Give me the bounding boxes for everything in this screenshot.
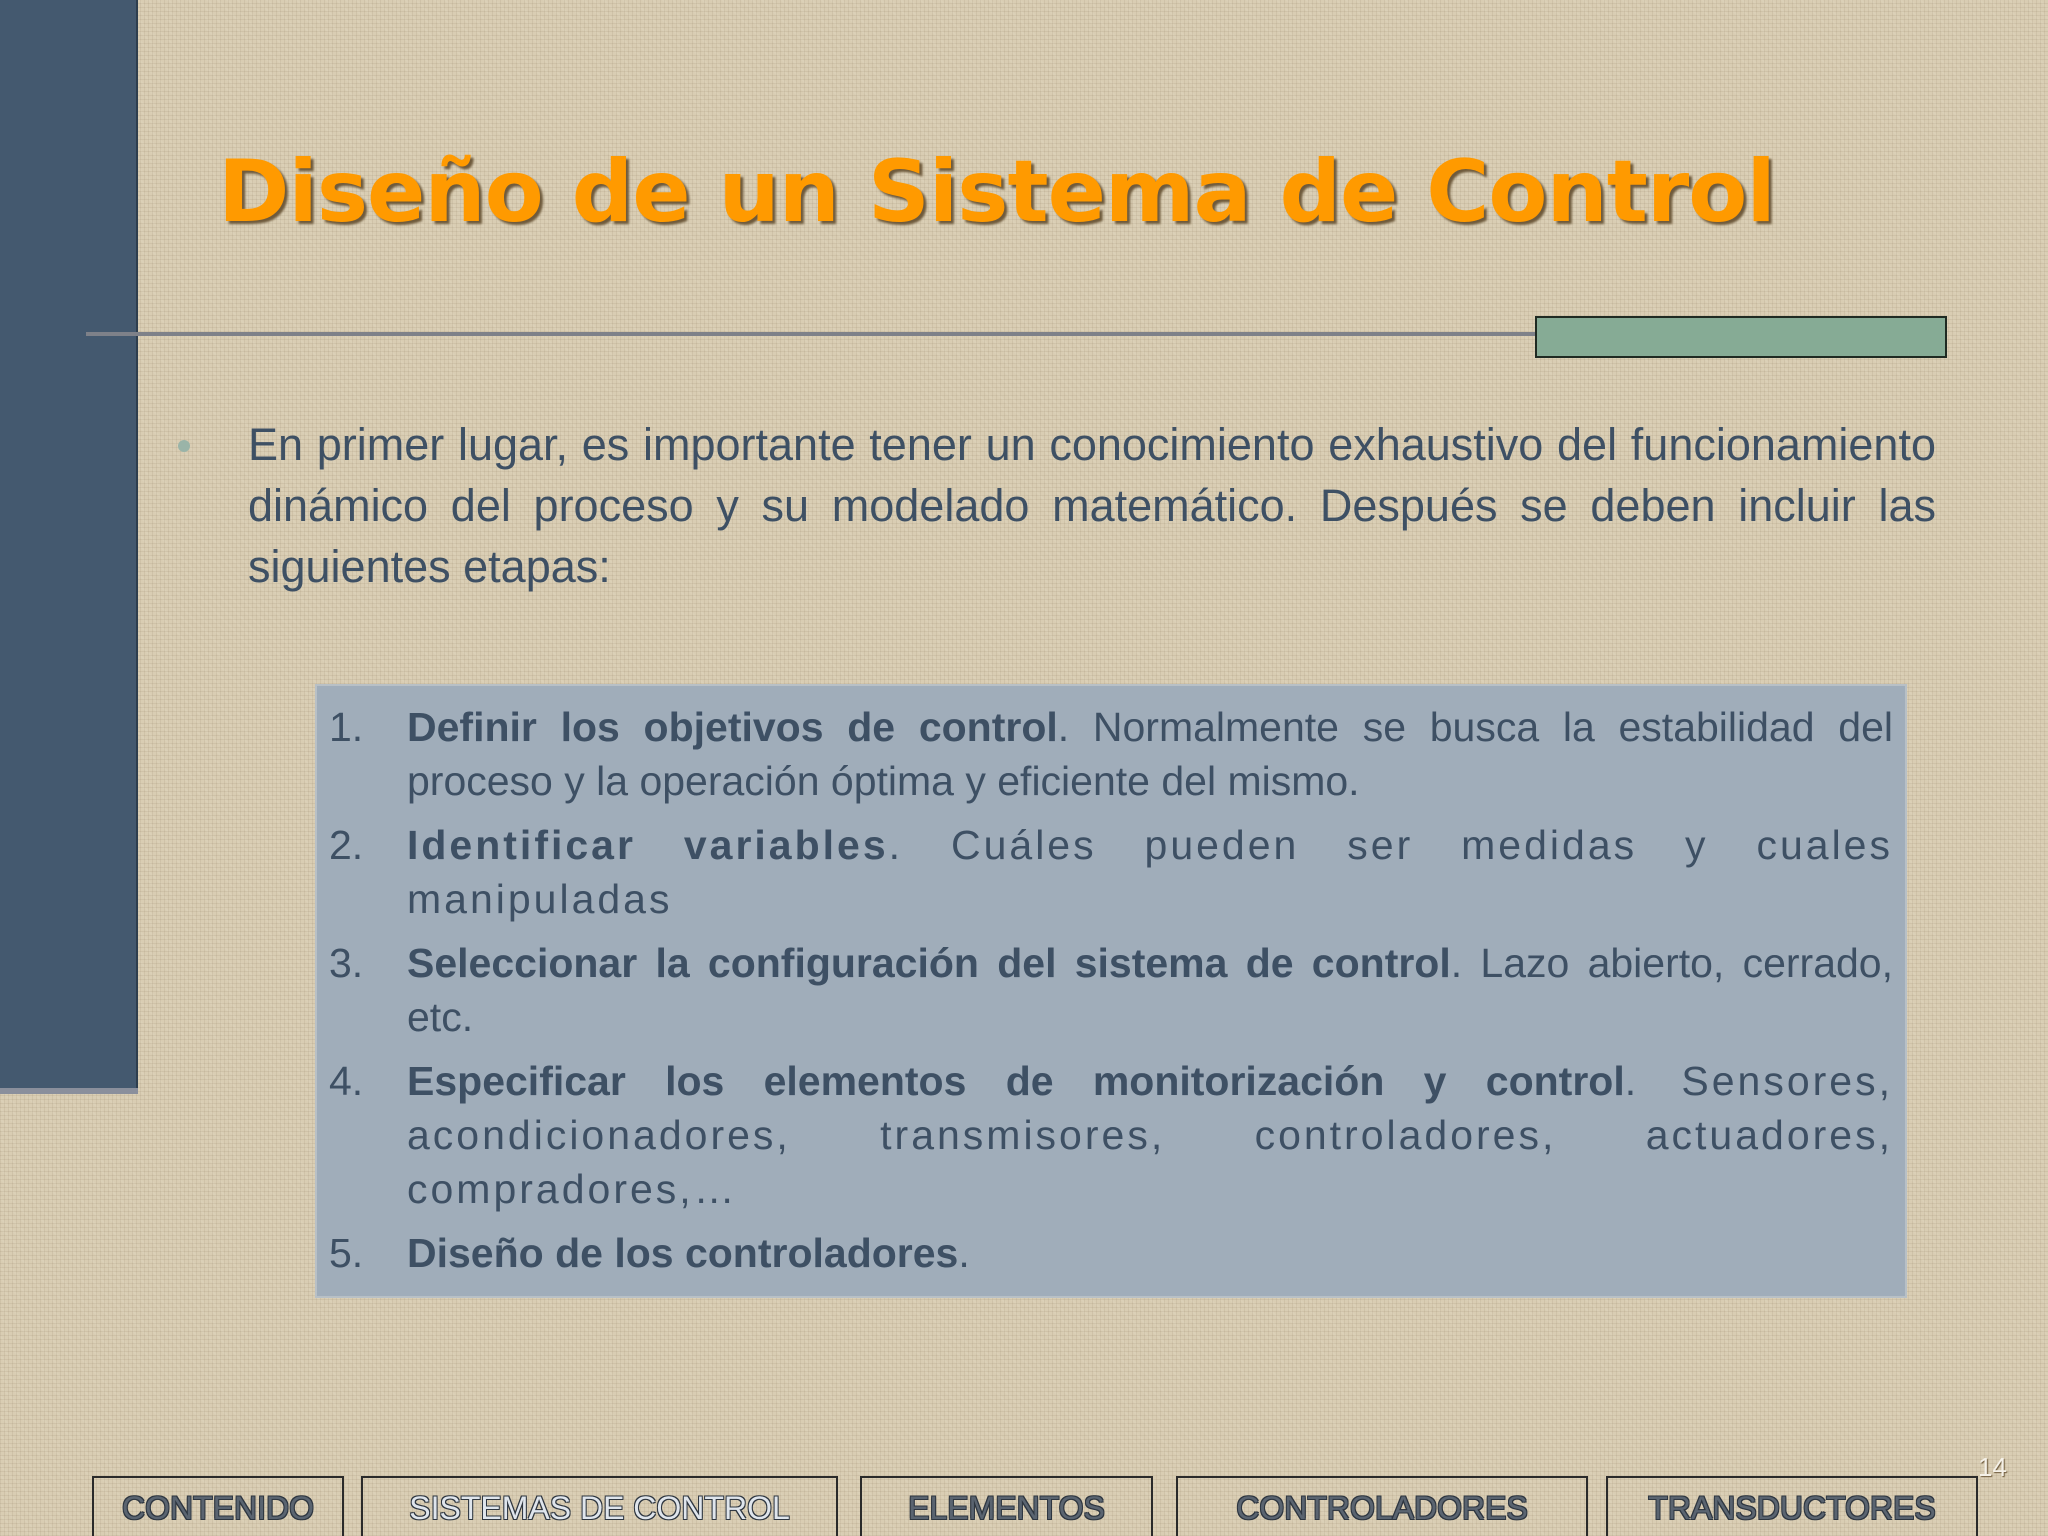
step-text: . Normalmente se busca la estabilidad del proceso y la operación óptima y eficiente del mismo. [407, 704, 1893, 804]
step-text: . [958, 1230, 970, 1276]
step-number: 3. [329, 940, 364, 986]
steps-panel [315, 684, 1907, 1298]
step-item [329, 818, 1893, 926]
intro-paragraph: En primer lugar, es importante tener un conocimiento exhaustivo del funcionamiento dinámico del proceso y su modelado matemático. Después se deben incluir las siguientes etapas: [248, 419, 1936, 592]
divider-accent-box [1535, 316, 1947, 358]
step-title: Especificar los elementos de monitorización y control [407, 1058, 1625, 1104]
step-text: . Cuáles pueden ser medidas y cuales manipuladas [407, 822, 1893, 922]
step-number: 5. [329, 1230, 364, 1276]
step-title: Identificar variables [407, 822, 889, 868]
nav-controladores-button[interactable]: CONTROLADORES [1176, 1476, 1588, 1536]
nav-sistemas-de-control-button[interactable]: SISTEMAS DE CONTROL [361, 1476, 838, 1536]
bullet-dot-icon [178, 440, 190, 452]
steps-list [329, 700, 1893, 1290]
step-number: 1. [329, 704, 364, 750]
sidebar-band [0, 0, 138, 1088]
nav-contenido-button[interactable]: CONTENIDO [92, 1476, 344, 1536]
step-title: Seleccionar la configuración del sistema de control [407, 940, 1451, 986]
nav-elementos-button[interactable]: ELEMENTOS [860, 1476, 1153, 1536]
slide-title: Diseño de un Sistema de Control [218, 142, 1775, 242]
step-item [329, 1226, 1893, 1280]
step-item [329, 936, 1893, 1044]
step-item [329, 700, 1893, 808]
step-number: 4. [329, 1058, 364, 1104]
step-text: . Lazo abierto, cerrado, etc. [407, 940, 1893, 1040]
step-title: Definir los objetivos de control [407, 704, 1058, 750]
step-number: 2. [329, 822, 364, 868]
nav-transductores-button[interactable]: TRANSDUCTORES [1606, 1476, 1978, 1536]
page-number: 14 [1978, 1452, 2007, 1482]
step-title: Diseño de los controladores [407, 1230, 959, 1276]
step-text: . Sensores, acondicionadores, transmisores, controladores, actuadores, compradores,… [407, 1058, 1893, 1212]
step-item [329, 1054, 1893, 1216]
